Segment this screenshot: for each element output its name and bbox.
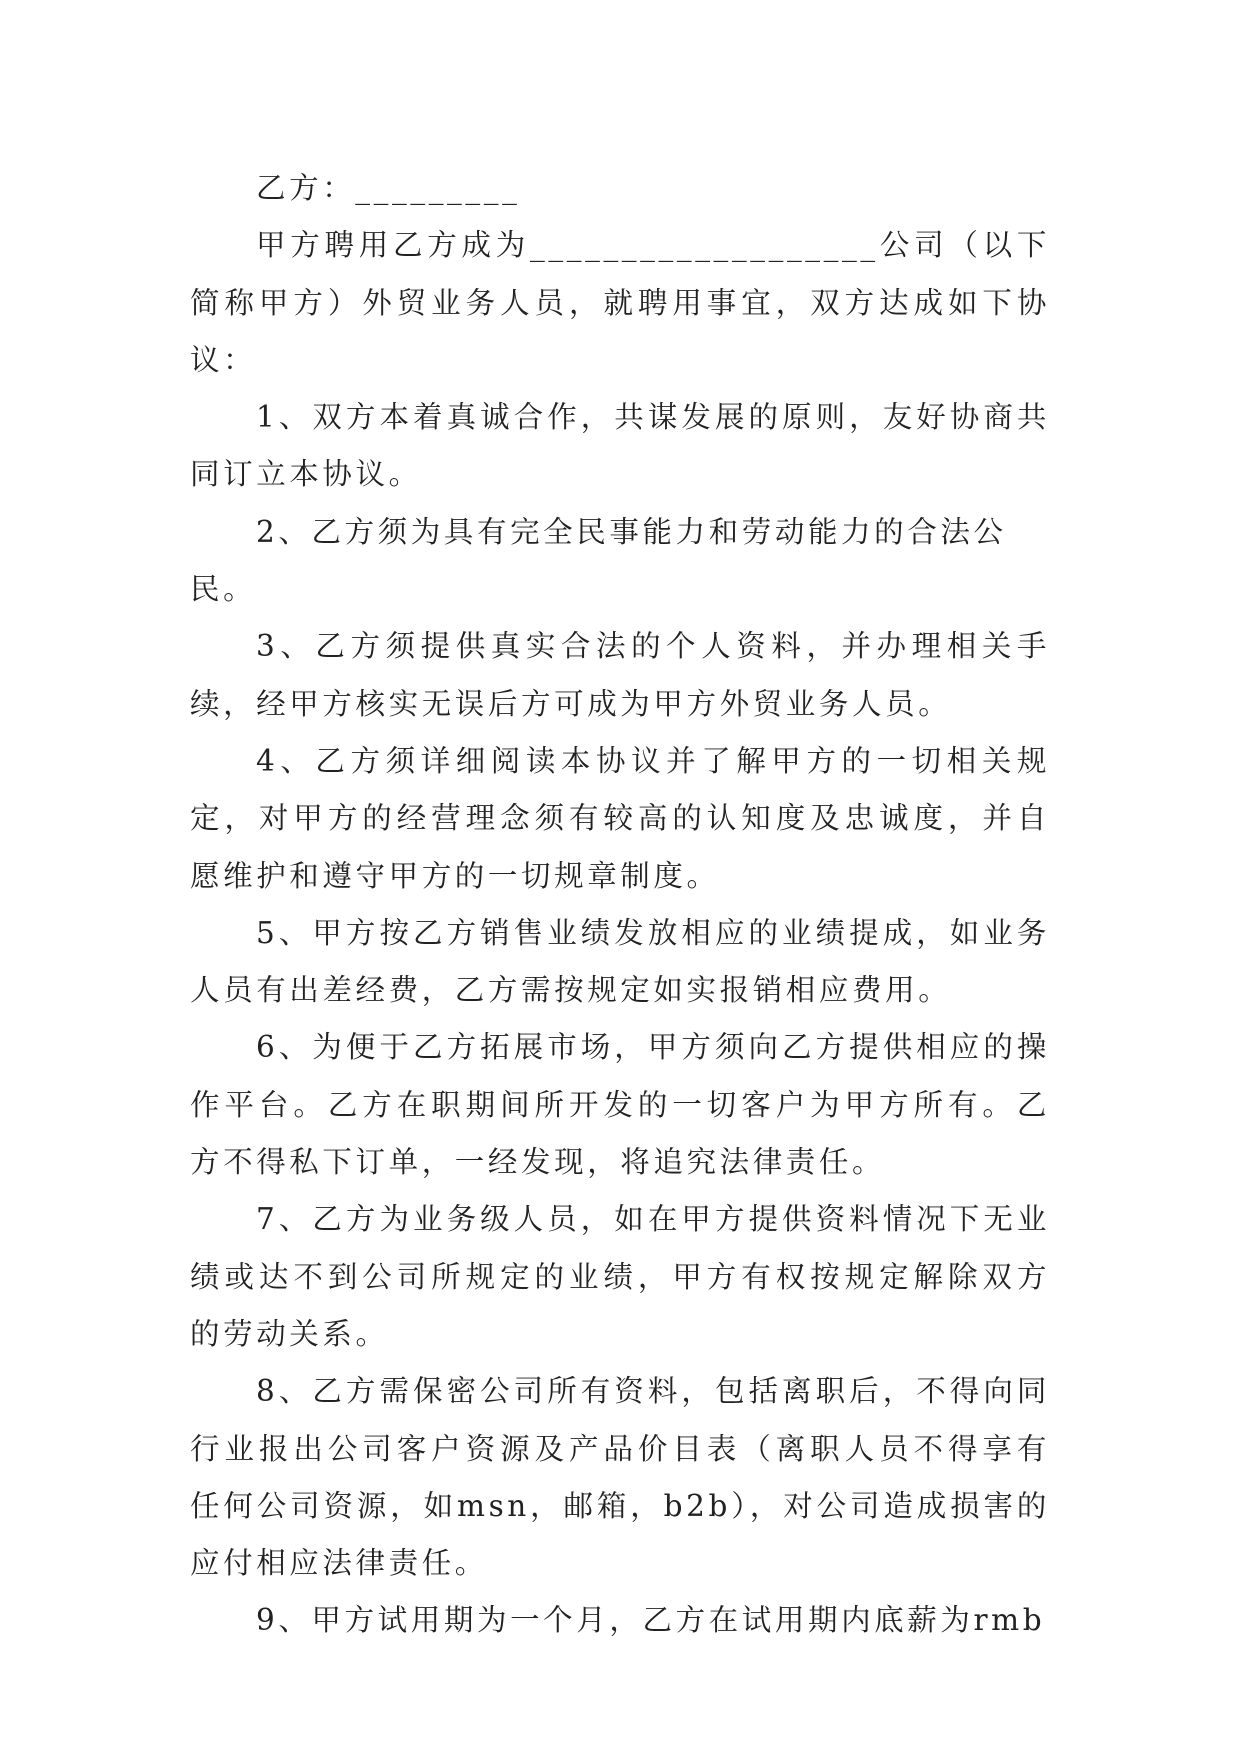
document-body xyxy=(190,160,1050,1650)
intro-paragraph: 甲方聘用乙方成为___________________公司（以下简称甲方）外贸业务人员，就聘用事宜，双方达成如下协议： xyxy=(190,228,1050,377)
clause-9: 9、甲方试用期为一个月，乙方在试用期内底薪为rmb xyxy=(256,1603,1046,1638)
clause-5: 5、甲方按乙方销售业绩发放相应的业绩提成，如业务人员有出差经费，乙方需按规定如实报销相应费用。 xyxy=(190,915,1050,1008)
clause-3: 3、乙方须提供真实合法的个人资料，并办理相关手续，经甲方核实无误后方可成为甲方外贸业务人员。 xyxy=(190,629,1050,721)
clause-4: 4、乙方须详细阅读本协议并了解甲方的一切相关规定，对甲方的经营理念须有较高的认知度及忠诚度，并自愿维护和遵守甲方的一切规章制度。 xyxy=(190,743,1050,893)
clause-7: 7、乙方为业务级人员，如在甲方提供资料情况下无业绩或达不到公司所规定的业绩，甲方有权按规定解除双方的劳动关系。 xyxy=(190,1202,1050,1351)
clause-6: 6、为便于乙方拓展市场，甲方须向乙方提供相应的操作平台。乙方在职期间所开发的一切客户为甲方所有。乙方不得私下订单，一经发现，将追究法律责任。 xyxy=(190,1030,1050,1180)
party-b-line: 乙方：_________ xyxy=(256,171,521,205)
clause-2: 2、乙方须为具有完全民事能力和劳动能力的合法公民。 xyxy=(190,514,1007,607)
clause-8: 8、乙方需保密公司所有资料，包括离职后，不得向同行业报出公司客户资源及产品价目表（离职人员不得享有任何公司资源，如msn，邮箱，b2b），对公司造成损害的应付相应法律责任。 xyxy=(190,1374,1050,1581)
clause-1: 1、双方本着真诚合作，共谋发展的原则，友好协商共同订立本协议。 xyxy=(190,400,1050,492)
